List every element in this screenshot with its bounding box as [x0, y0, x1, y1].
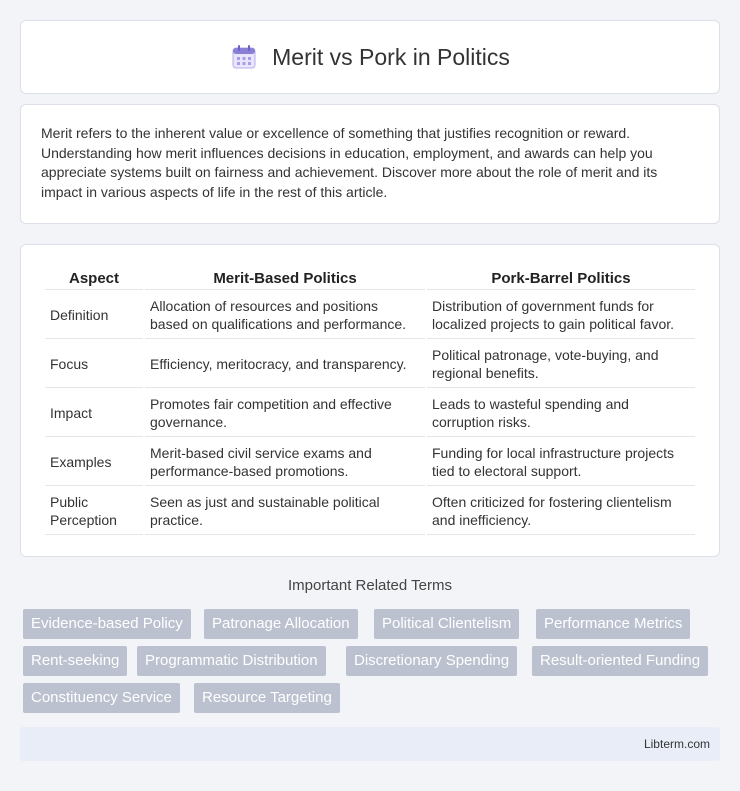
table-row [45, 390, 695, 437]
calendar-icon [230, 43, 258, 71]
row-pork: Political patronage, vote-buying, and regional benefits. [427, 341, 695, 388]
table-row [45, 488, 695, 535]
row-merit: Allocation of resources and positions based on qualifications and performance. [145, 292, 425, 339]
related-term-tag[interactable]: Rent-seeking [23, 646, 127, 676]
related-term-tag[interactable]: Constituency Service [23, 683, 180, 713]
related-term-tag[interactable]: Programmatic Distribution [137, 646, 326, 676]
row-pork: Funding for local infrastructure projects tied to electoral support. [427, 439, 695, 486]
table-row [45, 292, 695, 339]
page-title: Merit vs Pork in Politics [272, 43, 510, 70]
table-header-row [45, 265, 695, 290]
related-term-tag[interactable]: Discretionary Spending [346, 646, 517, 676]
table-row [45, 341, 695, 388]
header-merit: Merit-Based Politics [145, 265, 425, 290]
row-aspect: Public Perception [45, 488, 143, 535]
row-merit: Promotes fair competition and effective governance. [145, 390, 425, 437]
related-term-tag[interactable]: Patronage Allocation [204, 609, 358, 639]
row-merit: Efficiency, meritocracy, and transparency. [145, 341, 425, 388]
table-row [45, 439, 695, 486]
related-term-tag[interactable]: Evidence-based Policy [23, 609, 191, 639]
comparison-table [43, 263, 697, 537]
related-term-tag[interactable]: Performance Metrics [536, 609, 690, 639]
row-aspect: Impact [45, 390, 143, 437]
intro-card [20, 104, 720, 224]
row-merit: Merit-based civil service exams and performance-based promotions. [145, 439, 425, 486]
row-aspect: Focus [45, 341, 143, 388]
comparison-table-card [20, 244, 720, 557]
related-term-tag[interactable]: Result-oriented Funding [532, 646, 708, 676]
related-term-tag[interactable]: Political Clientelism [374, 609, 519, 639]
row-pork: Leads to wasteful spending and corruption risks. [427, 390, 695, 437]
related-term-tag[interactable]: Resource Targeting [194, 683, 340, 713]
header-aspect: Aspect [45, 265, 143, 290]
header-card [20, 20, 720, 94]
row-pork: Distribution of government funds for localized projects to gain political favor. [427, 292, 695, 339]
header-pork: Pork-Barrel Politics [427, 265, 695, 290]
row-merit: Seen as just and sustainable political practice. [145, 488, 425, 535]
related-terms-title: Important Related Terms [288, 577, 452, 594]
footer [20, 727, 720, 761]
row-aspect: Examples [45, 439, 143, 486]
intro-text: Merit refers to the inherent value or excellence of something that justifies recognition or reward. Understanding how merit influences decisions in education, employment, and awards can help you appreciate systems built on fairness and achievement. Discover more about the role of merit and its impact in various aspects of life in the rest of this article. [41, 125, 658, 200]
footer-link[interactable]: Libterm.com [643, 737, 710, 751]
row-aspect: Definition [45, 292, 143, 339]
row-pork: Often criticized for fostering clientelism and inefficiency. [427, 488, 695, 535]
